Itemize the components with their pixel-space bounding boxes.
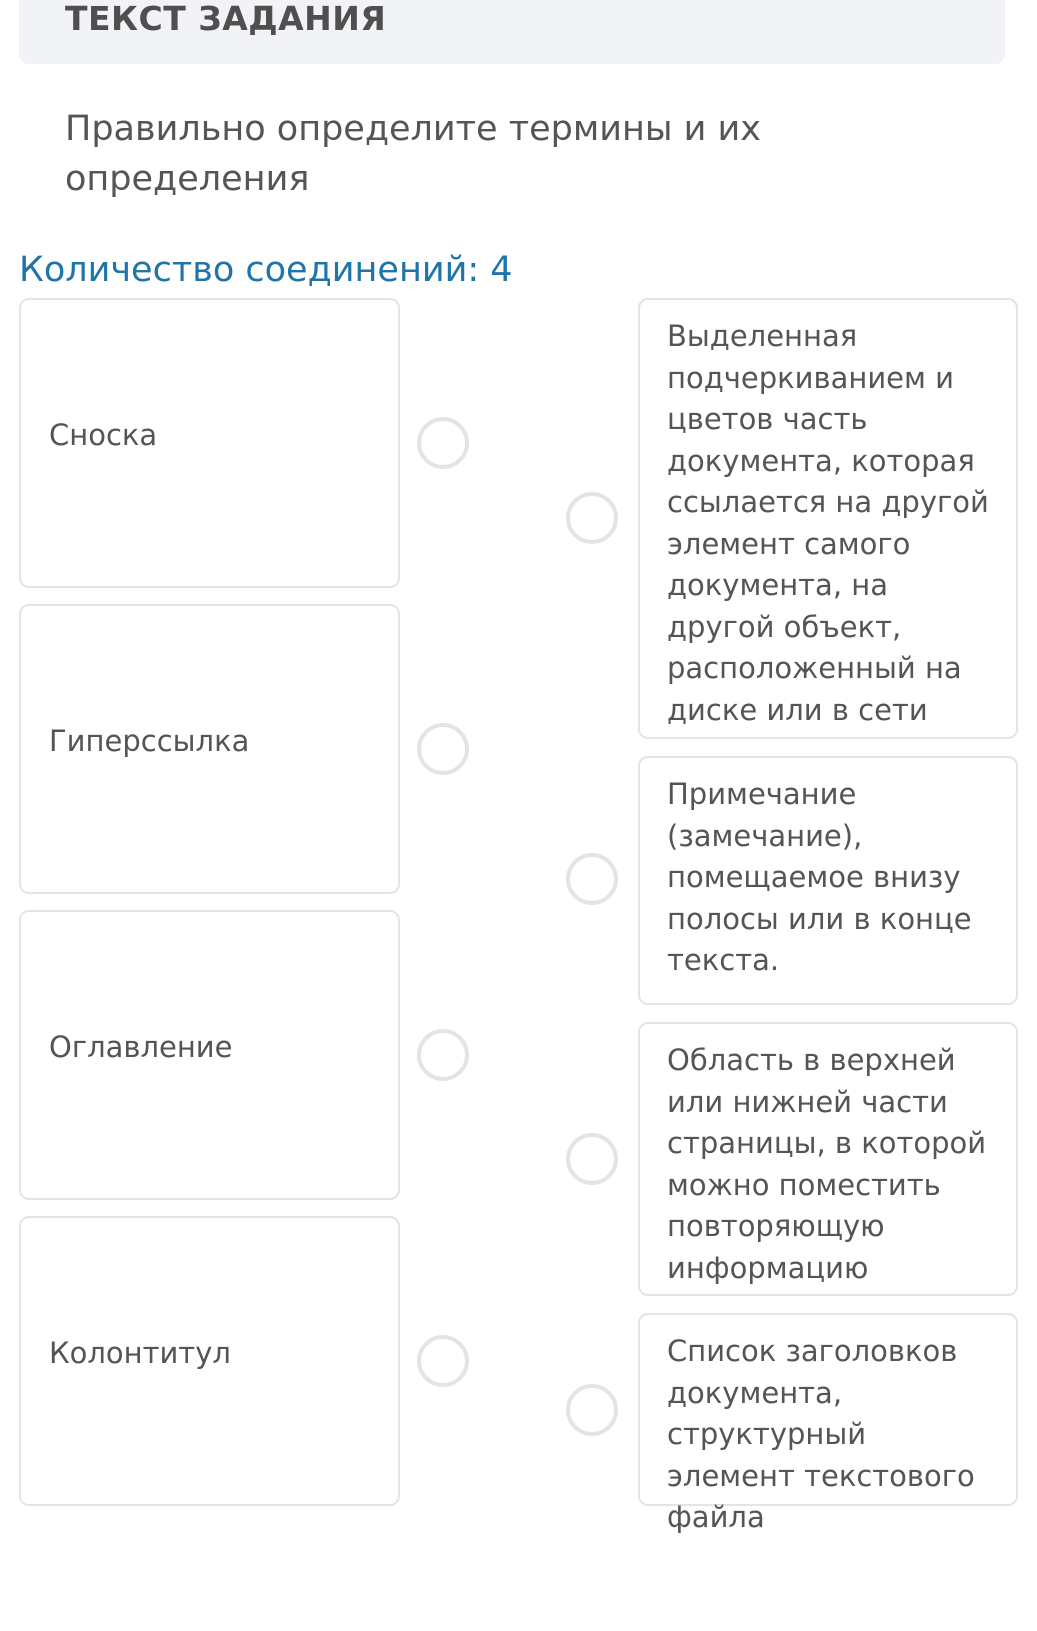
definition-text: Примечание (замечание), помещаемое внизу полосы или в конце текста.: [667, 777, 972, 977]
task-header-title: ТЕКСТ ЗАДАНИЯ: [65, 0, 387, 38]
definition-text: Выделенная подчеркиванием и цветов часть документа, которая ссылается на другой элемент самого документа, на другой объект, расположенный на диске или в сети: [667, 319, 989, 727]
definition-card-header-footer[interactable]: [638, 1022, 1018, 1296]
term-connector-radio[interactable]: [417, 1029, 469, 1081]
term-connector-radio[interactable]: [417, 1335, 469, 1387]
definition-text: Список заголовков документа, структурный элемент текстового файла: [667, 1334, 975, 1534]
term-card-hyperlink[interactable]: [19, 604, 400, 894]
term-connector-radio[interactable]: [417, 417, 469, 469]
definition-card-hyperlink[interactable]: [638, 298, 1018, 739]
term-connector-radio[interactable]: [417, 723, 469, 775]
definition-connector-radio[interactable]: [566, 1133, 618, 1185]
definition-connector-radio[interactable]: [566, 853, 618, 905]
term-label: Оглавление: [49, 1030, 233, 1064]
definition-connector-radio[interactable]: [566, 1384, 618, 1436]
term-card-contents[interactable]: [19, 910, 400, 1200]
term-label: Сноска: [49, 418, 158, 452]
question-text: Правильно определите термины и их определения: [65, 109, 761, 199]
definition-connector-radio[interactable]: [566, 492, 618, 544]
definition-card-contents[interactable]: [638, 1313, 1018, 1534]
definition-card-footnote[interactable]: [638, 756, 1018, 1005]
term-label: Колонтитул: [49, 1336, 231, 1370]
term-label: Гиперссылка: [49, 724, 250, 758]
task-header: [19, 0, 1005, 64]
connections-count: Количество соединений: 4: [19, 250, 513, 290]
term-card-header-footer[interactable]: [19, 1216, 400, 1506]
term-card-footnote[interactable]: [19, 298, 400, 588]
definition-text: Область в верхней или нижней части страницы, в которой можно поместить повторяющую информацию: [667, 1043, 987, 1285]
